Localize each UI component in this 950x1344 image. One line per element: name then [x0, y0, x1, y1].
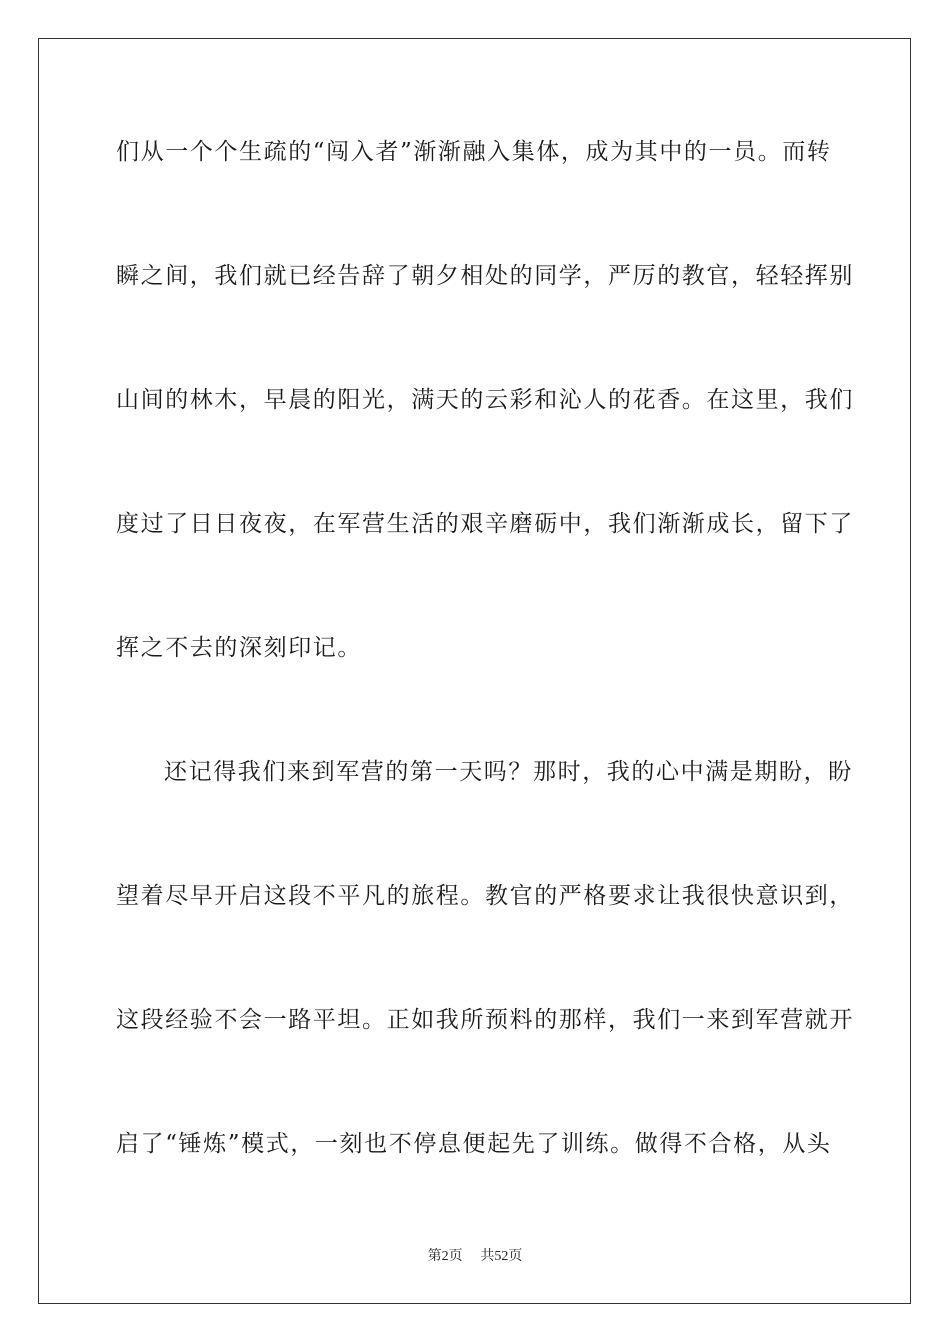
- page-number: 2: [441, 1249, 449, 1264]
- paragraph-2-line-1: 还记得我们来到军营的第一天吗？那时，我的心中满是期盼，盼: [164, 759, 853, 785]
- total-suffix: 页: [508, 1248, 523, 1264]
- paragraph-1-line-2: 瞬之间，我们就已经告辞了朝夕相处的同学，严厉的教官，轻轻挥别: [116, 263, 854, 289]
- page-border: [38, 38, 911, 1304]
- total-pages: 52: [494, 1249, 509, 1264]
- paragraph-1-line-3: 山间的林木，早晨的阳光，满天的云彩和沁人的花香。在这里，我们: [116, 387, 854, 413]
- paragraph-1-line-1: 们从一个个生疏的“闯入者”渐渐融入集体，成为其中的一员。而转: [116, 139, 832, 165]
- page-prefix: 第: [427, 1248, 442, 1264]
- paragraph-1-line-4: 度过了日日夜夜，在军营生活的艰辛磨砺中，我们渐渐成长，留下了: [116, 511, 854, 537]
- paragraph-2-line-3: 这段经验不会一路平坦。正如我所预料的那样，我们一来到军营就开: [116, 1007, 854, 1033]
- paragraph-2-line-2: 望着尽早开启这段不平凡的旅程。教官的严格要求让我很快意识到，: [116, 883, 854, 909]
- total-prefix: 共: [480, 1248, 495, 1264]
- page-footer: [0, 1247, 950, 1266]
- paragraph-1-line-5: 挥之不去的深刻印记。: [116, 635, 362, 661]
- page-suffix: 页: [448, 1248, 463, 1264]
- paragraph-2-line-4: 启了“锤炼”模式，一刻也不停息便起先了训练。做得不合格，从头: [116, 1131, 832, 1157]
